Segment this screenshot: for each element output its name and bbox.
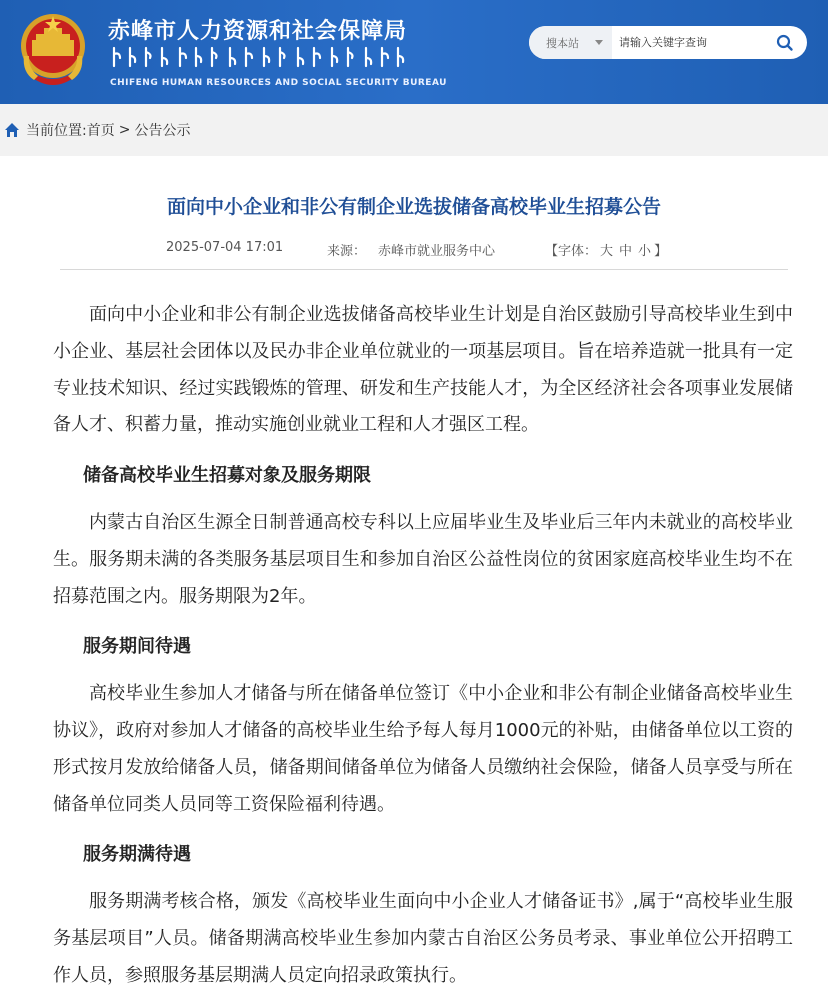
font-size-large-button[interactable]: 大 [600,244,614,259]
caret-down-icon [595,37,603,47]
font-size-label: 【字体： [545,244,598,259]
home-icon [4,122,20,138]
site-header [0,0,828,104]
breadcrumb-prefix: 当前位置: [26,123,87,139]
publish-date: 2025-07-04 17:01 [166,240,284,255]
search-scope-select[interactable] [529,26,612,59]
source-value: 赤峰市就业服务中心 [378,244,496,259]
article-body [53,297,793,995]
article-title: 面向中小企业和非公有制企业选拔储备高校毕业生招募公告 [166,196,661,218]
search-box [529,26,807,59]
breadcrumb-current-link[interactable]: 公告公示 [134,123,191,139]
article-meta [0,240,828,262]
national-emblem-icon[interactable] [14,10,92,90]
font-size-control [545,240,667,259]
font-size-small-button[interactable]: 小 [638,244,652,259]
intro-paragraph: 面向中小企业和非公有制企业选拔储备高校毕业生计划是自治区鼓励引导高校毕业生到中小企业、基层社会团体以及民办非企业单位就业的一项基层项目。旨在培养造就一批具有一定专业技术知识、经过实践锻炼的管理、研发和生产技能人才，为全区经济社会各项事业发展储备人才、积蓄力量，推动实施创业就业工程和人才强区工程。 [53,304,793,436]
breadcrumb-separator: > [118,122,131,138]
section-heading-completion-benefits: 服务期满待遇 [83,844,191,866]
meta-divider [60,269,788,270]
recruitment-paragraph: 内蒙古自治区生源全日制普通高校专科以上应届毕业生及毕业后三年内未就业的高校毕业生。服务期未满的各类服务基层项目生和参加自治区公益性岗位的贫困家庭高校毕业生均不在招募范围之内。服务期限为2年。 [53,511,793,607]
section-heading-recruitment: 储备高校毕业生招募对象及服务期限 [83,465,371,487]
site-subtitle: CHIFENG HUMAN RESOURCES AND SOCIAL SECURITY BUREAU [110,78,447,88]
search-icon[interactable] [775,33,795,53]
completion-benefits-paragraph: 服务期满考核合格，颁发《高校毕业生面向中小企业人才储备证书》,属于“高校毕业生服务基层项目”人员。储备期满高校毕业生参加内蒙古自治区公务员考录、事业单位公开招聘工作人员，参照服务基层期满人员定向招录政策执行。 [53,891,793,986]
font-size-close: 】 [654,244,668,259]
breadcrumb-home-link[interactable]: 首页 [86,123,115,139]
font-size-medium-button[interactable]: 中 [619,244,633,259]
section-heading-service-benefits: 服务期间待遇 [83,636,191,658]
mongolian-script-logo [108,46,408,68]
site-title: 赤峰市人力资源和社会保障局 [108,19,408,44]
service-benefits-paragraph: 高校毕业生参加人才储备与所在储备单位签订《中小企业和非公有制企业储备高校毕业生协议》，政府对参加人才储备的高校毕业生给予每人每月1000元的补贴，由储备单位以工资的形式按月发放给储备人员，储备期间储备单位为储备人员缴纳社会保险，储备人员享受与所在储备单位同类人员同等工资保险福利待遇。 [53,683,793,815]
breadcrumb [0,104,828,156]
search-input[interactable] [619,26,769,59]
search-scope-label: 搜本站 [546,36,579,50]
source-label: 来源： [327,244,367,259]
